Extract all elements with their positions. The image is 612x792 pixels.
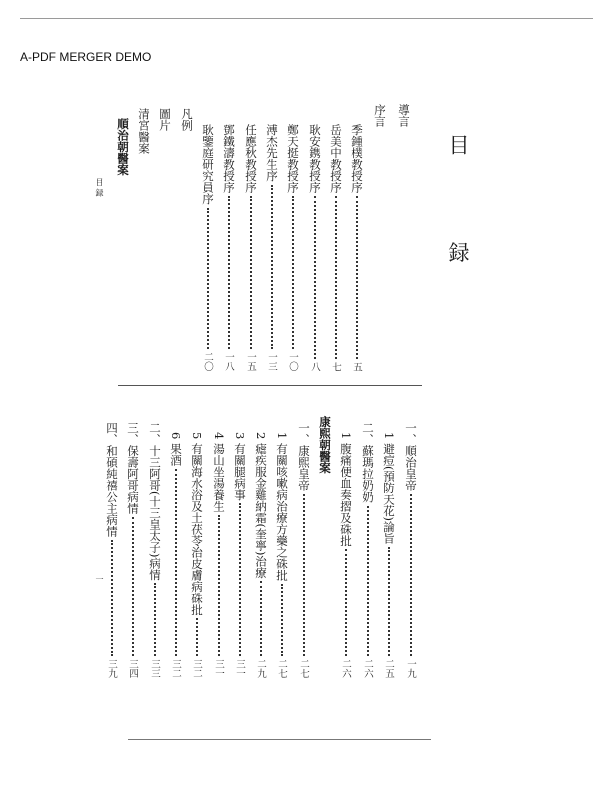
entry-title: 4 湯山坐湯養生: [212, 432, 226, 512]
leader-dots: [410, 494, 412, 656]
entry-title: 2 瘧疾服金雞納霜(奎寧)治療: [254, 432, 268, 579]
toc-entry: [201, 124, 214, 371]
entry-title: 凡例: [180, 108, 194, 131]
entry-page: 三一: [234, 659, 245, 678]
entry-title: 一、康熙皇帝: [297, 422, 311, 491]
leader-dots: [260, 581, 262, 656]
entry-page: 三二: [170, 659, 181, 678]
entry-page: 一〇: [287, 352, 298, 371]
toc-entry: [275, 432, 288, 678]
toc-entry: [137, 108, 150, 154]
section-rule: [118, 385, 422, 386]
toc-entry: [339, 432, 352, 678]
page-number: 一: [95, 575, 104, 583]
leader-dots: [207, 208, 209, 350]
running-title: 目 録: [95, 178, 104, 197]
leader-dots: [345, 549, 347, 656]
entry-page: 二七: [298, 659, 309, 678]
toc-entry: [397, 104, 410, 127]
entry-title: 導言: [397, 104, 411, 127]
entry-title: 鄭天挺教授序: [286, 124, 300, 193]
toc-entry: [308, 124, 321, 371]
toc-entry: [158, 108, 171, 131]
leader-dots: [175, 469, 177, 656]
leader-dots: [367, 506, 369, 657]
toc-entry: [254, 432, 267, 678]
entry-title: 1 腹痛便血奏摺及硃批: [339, 432, 353, 547]
toc-entry: [180, 108, 193, 131]
entry-title: 順治朝醫案: [116, 118, 130, 176]
top-rule: [20, 18, 593, 19]
toc-entry: [233, 432, 246, 678]
toc-entry: [244, 124, 257, 371]
toc-entry: [212, 432, 225, 678]
entry-title: 耿安鎸教授序: [308, 124, 322, 193]
entry-page: 三二: [191, 659, 202, 678]
toc-entry: [265, 124, 278, 371]
entry-page: 五: [351, 361, 362, 371]
toc-entry: [297, 422, 310, 678]
entry-page: 二〇: [202, 352, 213, 371]
leader-dots: [314, 196, 316, 359]
toc-entry: [286, 124, 299, 371]
entry-title: 溥杰先生序: [265, 124, 279, 182]
entry-page: 一八: [223, 352, 234, 371]
entry-page: 二五: [383, 659, 394, 678]
page-heading: 目 録: [446, 134, 470, 303]
leader-dots: [281, 584, 283, 656]
banner: A-PDF MERGER DEMO: [20, 50, 152, 64]
leader-dots: [228, 196, 230, 349]
entry-title: 序言: [373, 104, 387, 127]
leader-dots: [111, 540, 113, 656]
toc-entry: [222, 124, 235, 371]
entry-title: 季鍾樸教授序: [350, 124, 364, 193]
entry-page: 二七: [276, 659, 287, 678]
leader-dots: [239, 503, 241, 656]
entry-title: 5 有關海水浴及土茯苓治皮膚病硃批: [190, 432, 204, 616]
leader-dots: [356, 196, 358, 359]
entry-page: 三四: [127, 659, 138, 678]
entry-title: 康熙朝醫案: [318, 416, 332, 474]
entry-page: 三三: [149, 659, 160, 678]
entry-page: 一三: [266, 352, 277, 371]
toc-entry: [116, 118, 129, 176]
entry-title: 四、和碩純禧公主病情: [105, 422, 119, 537]
leader-dots: [271, 185, 273, 350]
toc-entry: [373, 104, 386, 127]
leader-dots: [388, 547, 390, 656]
leader-dots: [303, 494, 305, 656]
leader-dots: [132, 517, 134, 656]
toc-entry: [404, 422, 417, 678]
leader-dots: [292, 196, 294, 349]
leader-dots: [335, 196, 337, 359]
toc-entry: [329, 124, 342, 371]
entry-page: 三一: [213, 659, 224, 678]
toc-entry: [126, 422, 139, 678]
entry-title: 鄧鐵濤教授序: [222, 124, 236, 193]
entry-page: 二六: [362, 659, 373, 678]
entry-title: 6 果酒: [169, 432, 183, 466]
entry-page: 七: [330, 361, 341, 371]
entry-title: 3 有關腿病事: [233, 432, 247, 501]
entry-page: 一九: [405, 659, 416, 678]
toc-entry: [190, 432, 203, 678]
toc-entry: [318, 416, 331, 474]
entry-title: 清宮醫案: [137, 108, 151, 154]
entry-page: 二九: [255, 659, 266, 678]
bottom-rule: [128, 739, 431, 740]
entry-title: 圖片: [158, 108, 172, 131]
leader-dots: [196, 618, 198, 656]
entry-title: 岳美中教授序: [329, 124, 343, 193]
entry-title: 三、保壽阿哥病情: [126, 422, 140, 514]
toc-entry: [148, 422, 161, 678]
entry-title: 二、蘇瑪拉奶奶: [361, 422, 375, 503]
entry-page: 三九: [106, 659, 117, 678]
leader-dots: [218, 515, 220, 656]
toc-entry: [169, 432, 182, 678]
entry-title: 1 避痘(預防天花)論旨: [382, 432, 396, 544]
toc-entry: [350, 124, 363, 371]
entry-title: 一、順治皇帝: [404, 422, 418, 491]
entry-page: 二六: [340, 659, 351, 678]
entry-title: 耿鑒庭研究員序: [201, 124, 215, 205]
entry-page: 八: [309, 361, 320, 371]
toc-entry: [361, 422, 374, 678]
entry-page: 一五: [245, 352, 256, 371]
entry-title: 任應秋教授序: [244, 124, 258, 193]
entry-title: 1 有關咳嗽病治療方藥之硃批: [275, 432, 289, 581]
toc-entry: [382, 432, 395, 678]
toc-entry: [105, 422, 118, 678]
leader-dots: [250, 196, 252, 349]
leader-dots: [154, 583, 156, 656]
entry-title: 二、十三阿哥(十三皇太子)病情: [148, 422, 162, 581]
